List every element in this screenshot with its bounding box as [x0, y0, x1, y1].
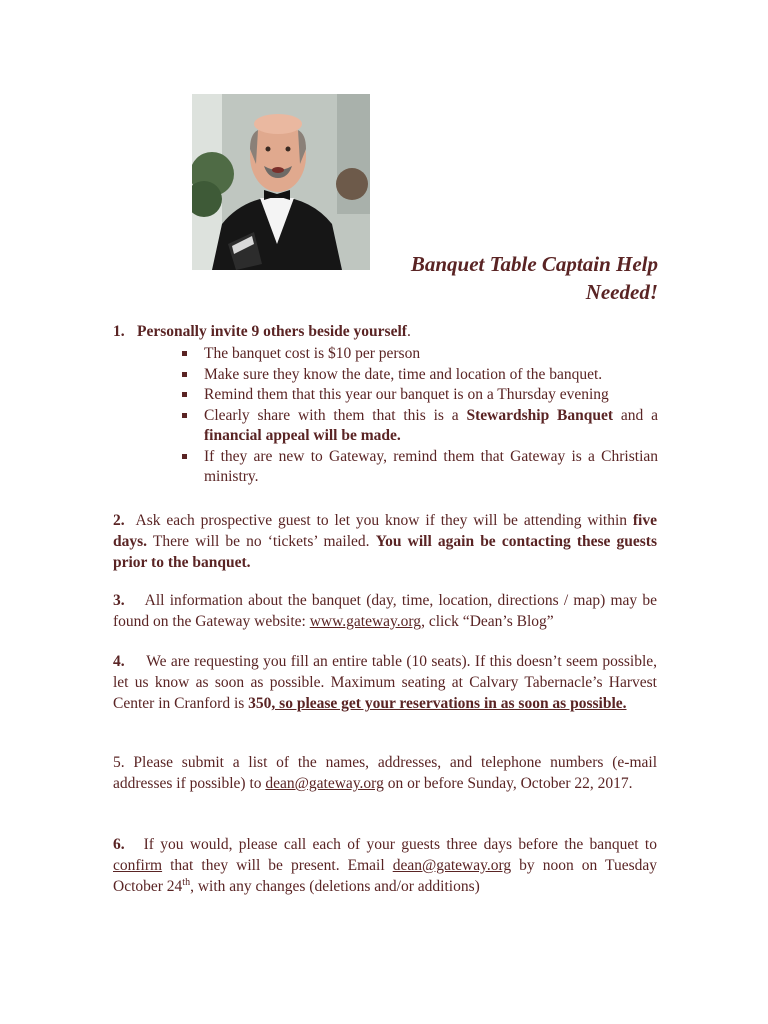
email-link[interactable]: dean@gateway.org: [265, 775, 384, 792]
item-5: 5. Please submit a list of the names, addresses, and telephone numbers (e-mail addresses if possible) to dean@gateway.org on or before Sunday, October 22, 2017.: [113, 754, 657, 792]
item-1-number: 1.: [113, 323, 125, 340]
bullet-square-icon: [182, 351, 187, 356]
item-1-bullet-list: [178, 344, 658, 488]
bullet-square-icon: [182, 372, 187, 377]
bullet-date-time: Make sure they know the date, time and location of the banquet.: [178, 365, 658, 386]
bullet-square-icon: [182, 413, 187, 418]
bullet-square-icon: [182, 392, 187, 397]
speaker-photo: [192, 94, 370, 270]
website-link[interactable]: www.gateway.org: [309, 613, 422, 630]
bullet-stewardship: Clearly share with them that this is a Stewardship Banquet and a financial appeal will be made.: [178, 406, 658, 447]
item-1-text: Personally invite 9 others beside yourself: [137, 323, 407, 340]
item-6: 6. If you would, please call each of your guests three days before the banquet to confirm that they will be present. Email dean@gateway.org by noon on Tuesday October 24th, with any changes (deletions and/or additions): [113, 836, 661, 895]
title-line-2: Needed!: [585, 280, 658, 304]
item-4: 4. We are requesting you fill an entire table (10 seats). If this doesn’t seem possible, let us know as soon as possible. Maximum seating at Calvary Tabernacle’s Harvest Center in Cranford is 350, so please get your reservations in as soon as possible.: [113, 653, 661, 712]
bullet-cost: The banquet cost is $10 per person: [178, 344, 658, 365]
page-title: [372, 250, 658, 306]
title-line-1: Banquet Table Captain Help: [410, 252, 658, 276]
bullet-christian-ministry: If they are new to Gateway, remind them that Gateway is a Christian ministry.: [178, 447, 658, 488]
item-1: [113, 322, 657, 342]
email-link[interactable]: dean@gateway.org: [392, 857, 512, 874]
item-3: 3. All information about the banquet (day, time, location, directions / map) may be found on the Gateway website: www.gateway.org, click “Dean’s Blog”: [113, 592, 661, 630]
item-2: 2. Ask each prospective guest to let you know if they will be attending within five days. There will be no ‘tickets’ mailed. You will again be contacting these guests prior to the banquet.: [113, 512, 657, 571]
bullet-thursday: Remind them that this year our banquet is on a Thursday evening: [178, 385, 658, 406]
bullet-square-icon: [182, 454, 187, 459]
item-1-tail: .: [406, 323, 411, 340]
man-in-tuxedo-image: [192, 94, 370, 270]
